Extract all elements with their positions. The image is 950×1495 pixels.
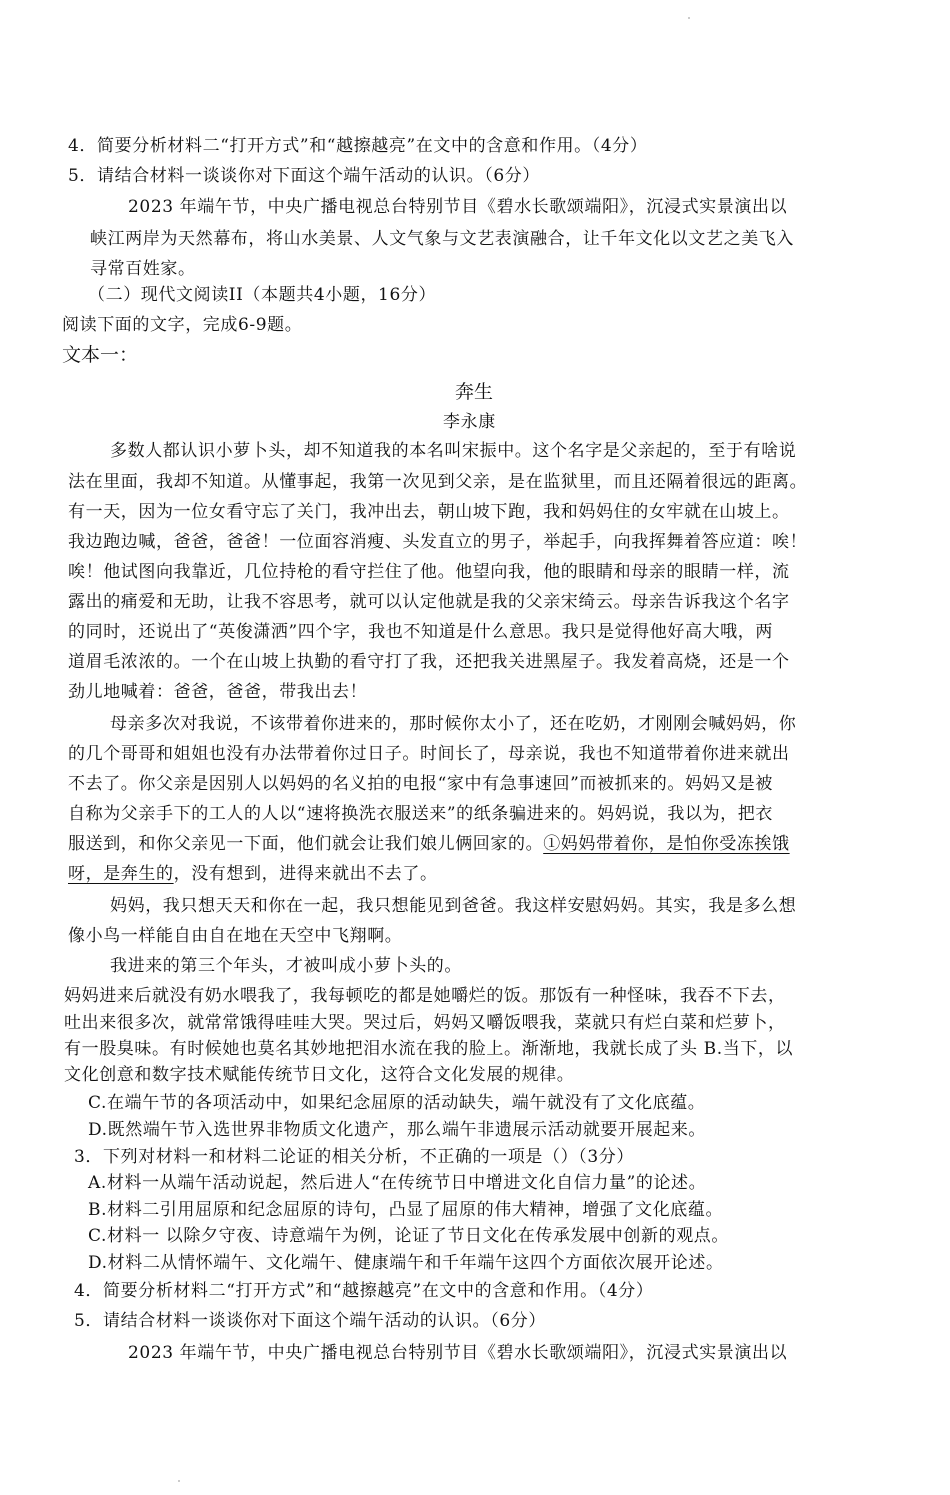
underlined-sentence-1: ①妈妈带着你，是怕你受冻挨饿	[543, 834, 790, 854]
question-4: 4．简要分析材料二“打开方式”和“越擦越亮”在文中的含意和作用。（4分）	[74, 1281, 654, 1301]
section-instruction: 阅读下面的文字，完成6-9题。	[62, 315, 303, 335]
option-d: D.既然端午节入选世界非物质文化遗产，那么端午非遗展示活动就要开展起来。	[88, 1120, 707, 1140]
question-5-material: 2023 年端午节，中央广播电视总台特别节目《碧水长歌颂端阳》，沉浸式实景演出以	[128, 1343, 788, 1363]
story-line: 我进来的第三个年头，才被叫成小萝卜头的。	[110, 956, 462, 976]
story-line-text: 服送到，和你父亲见一下面，他们就会让我们娘儿俩回家的。	[68, 834, 544, 854]
question-5-material: 峡江两岸为天然幕布，将山水美景、人文气象与文艺表演融合，让千年文化以文艺之美飞入	[90, 229, 794, 249]
story-line: 多数人都认识小萝卜头，却不知道我的本名叫宋振中。这个名字是父亲起的，至于有啥说	[110, 441, 797, 461]
text-label: 文本一：	[62, 344, 139, 366]
story-line: 道眉毛浓浓的。一个在山坡上执勤的看守打了我，还把我关进黑屋子。我发着高烧，还是一个	[68, 652, 790, 672]
question-3-option-d: D.材料二从情怀端午、文化端午、健康端午和千年端午这四个方面依次展开论述。	[88, 1253, 724, 1273]
story-line: 像小鸟一样能自由自在地在天空中飞翔啊。	[68, 926, 403, 946]
question-5-material: 寻常百姓家。	[90, 259, 196, 279]
scan-speck	[178, 1480, 180, 1482]
question-3-option-c: C.材料一 以除夕守夜、诗意端午为例，论证了节日文化在传承发展中创新的观点。	[88, 1226, 730, 1246]
story-line: 露出的痛爱和无助，让我不容思考，就可以认定他就是我的父亲宋绮云。母亲告诉我这个名字	[68, 592, 790, 612]
story-line: 我边跑边喊，爸爸，爸爸！一位面容消瘦、头发直立的男子，举起手，向我挥舞着答应道：唉！	[68, 532, 808, 552]
story-line: 唉！他试图向我靠近，几位持枪的看守拦住了他。他望向我，他的眼睛和母亲的眼睛一样，流	[68, 562, 790, 582]
question-5: 5．请结合材料一谈谈你对下面这个端午活动的认识。（6分）	[68, 166, 540, 186]
story-line-text: ，没有想到，进得来就出不去了。	[173, 864, 438, 884]
story-line: 有一股臭味。有时候她也莫名其妙地把泪水流在我的脸上。渐渐地，我就长成了头 B.当下，以	[64, 1039, 794, 1059]
question-5: 5．请结合材料一谈谈你对下面这个端午活动的认识。（6分）	[74, 1311, 546, 1331]
question-3-option-b: B.材料二引用屈原和纪念屈原的诗句，凸显了屈原的伟大精神，增强了文化底蕴。	[88, 1200, 724, 1220]
story-line: 自称为父亲手下的工人的人以“速将换洗衣服送来”的纸条骗进来的。妈妈说，我以为，把衣	[68, 804, 773, 824]
story-author: 李永康	[443, 412, 496, 432]
story-line: 妈妈，我只想天天和你在一起，我只想能见到爸爸。我这样安慰妈妈。其实，我是多么想	[110, 896, 797, 916]
section-heading: （二）现代文阅读II（本题共4小题，16分）	[88, 285, 437, 305]
story-line: 的同时，还说出了“英俊潇洒”四个字，我也不知道是什么意思。我只是觉得他好高大哦，两	[68, 622, 773, 642]
story-title: 奔生	[455, 381, 494, 403]
story-line: 劲儿地喊着：爸爸，爸爸，带我出去！	[68, 682, 368, 702]
story-line: 的几个哥哥和姐姐也没有办法带着你过日子。时间长了，母亲说，我也不知道带着你进来就出	[68, 744, 790, 764]
story-line: 有一天，因为一位女看守忘了关门，我冲出去，朝山坡下跑，我和妈妈住的女牢就在山坡上。	[68, 502, 790, 522]
story-line	[68, 863, 438, 885]
story-line: 文化创意和数字技术赋能传统节日文化，这符合文化发展的规律。	[64, 1065, 575, 1085]
story-line: 母亲多次对我说，不该带着你进来的，那时候你太小了，还在吃奶，才刚刚会喊妈妈，你	[110, 714, 797, 734]
underlined-sentence-1: 呀，是奔生的	[68, 864, 174, 884]
story-line: 吐出来很多次，就常常饿得哇哇大哭。哭过后，妈妈又嚼饭喂我，菜就只有烂白菜和烂萝卜，	[64, 1013, 786, 1033]
story-line: 妈妈进来后就没有奶水喂我了，我每顿吃的都是她嚼烂的饭。那饭有一种怪味，我吞不下去，	[64, 986, 786, 1006]
question-4: 4．简要分析材料二“打开方式”和“越擦越亮”在文中的含意和作用。（4分）	[68, 136, 648, 156]
question-5-material: 2023 年端午节，中央广播电视总台特别节目《碧水长歌颂端阳》，沉浸式实景演出以	[128, 197, 788, 217]
option-c: C.在端午节的各项活动中，如果纪念屈原的活动缺失，端午就没有了文化底蕴。	[88, 1093, 706, 1113]
question-3: 3．下列对材料一和材料二论证的相关分析，不正确的一项是（）（3分）	[74, 1147, 634, 1167]
question-3-option-a: A.材料一从端午活动说起，然后进人“在传统节日中增进文化自信力量”的论述。	[88, 1173, 707, 1193]
story-line	[68, 833, 790, 855]
story-line: 法在里面，我却不知道。从懂事起，我第一次见到父亲，是在监狱里，而且还隔着很远的距离。	[68, 472, 808, 492]
scan-speck	[688, 17, 690, 19]
story-line: 不去了。你父亲是因别人以妈妈的名义拍的电报“家中有急事速回”而被抓来的。妈妈又是被	[68, 774, 773, 794]
